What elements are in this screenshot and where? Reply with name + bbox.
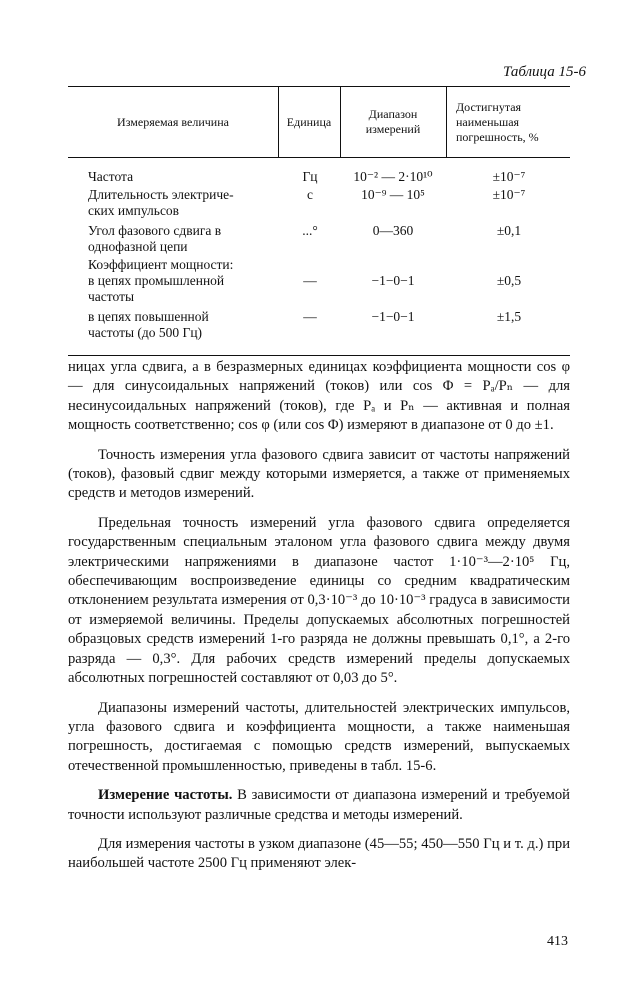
cell-error: ±0,5 (496, 273, 522, 288)
cell-quantity: в цепях повышенной частоты (до 500 Гц) (88, 309, 209, 340)
cell-unit: Гц (302, 169, 318, 184)
page-number: 413 (547, 934, 568, 949)
cell-quantity: Коэффициент мощности: (88, 257, 234, 272)
cell-unit: — (303, 273, 317, 288)
cell-unit: — (303, 309, 317, 324)
cell-range: 0—360 (372, 223, 414, 238)
cell-error: ±10⁻⁷ (492, 169, 526, 184)
measurement-table (68, 86, 570, 356)
body-text (68, 358, 570, 884)
cell-unit: с (307, 187, 313, 202)
header-error: Достигнутая наименьшая погрешность, % (456, 99, 539, 144)
paragraph-text: В зависимости от диапазона измерений и требуемой точности используют различные средства и методы измерений. (68, 787, 570, 823)
cell-quantity: Длительность электриче- ских импульсов (88, 187, 234, 218)
cell-unit: ...° (302, 223, 318, 238)
header-range: Диапазон измерений (365, 107, 421, 136)
cell-range: −1−0−1 (371, 273, 415, 288)
table-header-rule (68, 157, 570, 158)
cell-error: ±0,1 (496, 223, 522, 238)
cell-range: 10⁻⁹ — 10⁵ (361, 187, 425, 202)
paragraph-with-heading (68, 786, 570, 825)
cell-range: 10⁻² — 2·10¹⁰ (353, 169, 433, 184)
cell-quantity: Частота (88, 169, 134, 184)
paragraph: Для измерения частоты в узком диапазоне (45—55; 450—550 Гц и т. д.) при наибольшей частоте 2500 Гц применяют элек- (68, 835, 570, 872)
paragraph: ницах угла сдвига, а в безразмерных единицах коэффициента мощности cos φ — для синусоидальных напряжений (токов) или cos Φ = Pₐ/Pₙ — для несинусоидальных напряжений (токов), где Pₐ и Pₙ — активная и полная мощность соответственно; cos φ (или cos Φ) измеряют в диапазоне от 0 до ±1. (68, 359, 570, 434)
cell-quantity: в цепях промышленной частоты (88, 273, 225, 304)
header-unit: Единица (286, 114, 332, 129)
paragraph: Точность измерения угла фазового сдвига зависит от частоты напряжений (токов), фазовый сдвиг между которыми измеряется, а также от применяемых средств и методов измерений. (68, 446, 570, 502)
header-quantity: Измеряемая величина (117, 114, 229, 129)
section-heading: Измерение частоты. (98, 787, 233, 804)
paragraph: Предельная точность измерений угла фазового сдвига определяется государственным специальным эталоном угла фазового сдвига между двумя электрическими напряжениями в диапазоне частот 1·10⁻³—2·10⁵ Гц, обеспечивающим воспроизведение единицы со средним квадратическим отклонением результата измерения от 0,3·10⁻³ до 10·10⁻³ градуса в зависимости от измеряемой величины. Пределы допускаемых абсолютных погрешностей образцовых средств измерений 1-го разряда не должны превышать 0,1°, а 2-го разряда — 0,3°. Для рабочих средств измерений пределы допускаемых абсолютных погрешностей составляют от 0,03 до 5°. (68, 514, 570, 687)
cell-range: −1−0−1 (371, 309, 415, 324)
table-caption: Таблица 15-6 (503, 64, 586, 80)
cell-quantity: Угол фазового сдвига в однофазной цепи (88, 223, 222, 254)
paragraph: Диапазоны измерений частоты, длительностей электрических импульсов, угла фазового сдвига и коэффициента мощности, а также наименьшая погрешность, достигаемая с помощью средств измерений, выпускаемых отечественной промышленностью, приведены в табл. 15-6. (68, 699, 570, 774)
cell-error: ±10⁻⁷ (492, 187, 526, 202)
cell-error: ±1,5 (496, 309, 522, 324)
